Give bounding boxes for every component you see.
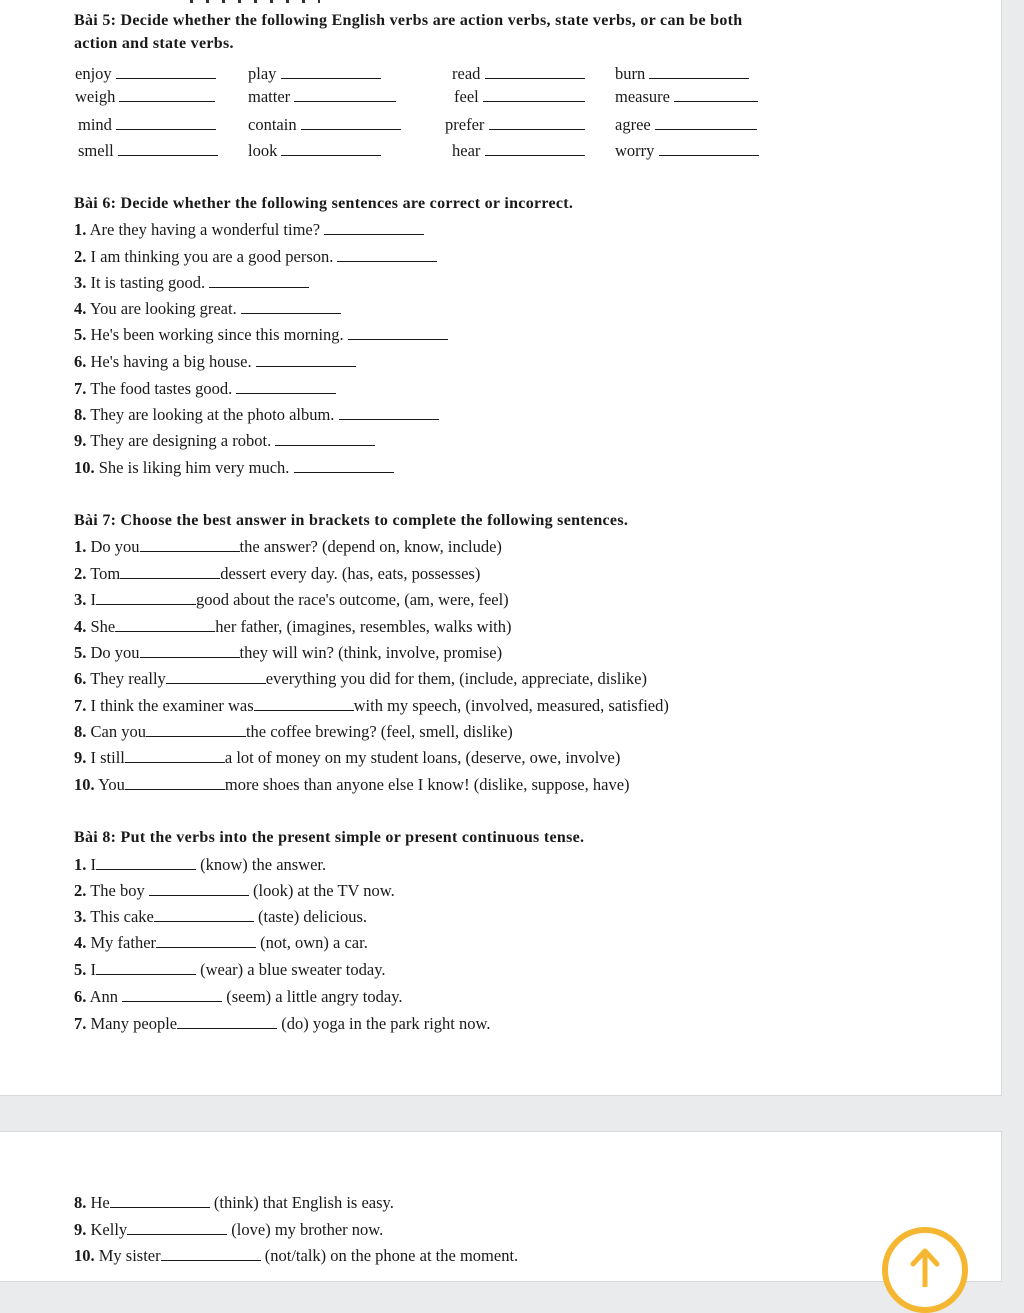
- answer-blank[interactable]: [116, 116, 216, 130]
- item-number: 9.: [74, 1220, 87, 1239]
- bai7-item: [74, 564, 480, 584]
- verb-cell: [78, 115, 216, 135]
- verb-label: measure: [615, 87, 670, 106]
- verb-cell: [615, 87, 758, 107]
- answer-blank[interactable]: [110, 1194, 210, 1208]
- item-text: It is tasting good.: [90, 273, 206, 292]
- item-number: 5.: [74, 960, 87, 979]
- item-text: They are designing a robot.: [90, 431, 272, 450]
- answer-blank[interactable]: [294, 88, 396, 102]
- item-text-after: more shoes than anyone else I know! (dislike, suppose, have): [224, 775, 630, 794]
- answer-blank[interactable]: [161, 1247, 261, 1261]
- bai8-item: [74, 1220, 383, 1240]
- bai6-item: [74, 273, 309, 293]
- bai7-item: [74, 722, 513, 742]
- verb-label: hear: [452, 141, 481, 160]
- item-number: 9.: [74, 431, 87, 450]
- item-subject: Many people: [90, 1014, 178, 1033]
- item-subject: I: [90, 855, 96, 874]
- bai5-title-cont: action and state verbs.: [74, 35, 234, 52]
- item-text-after: everything you did for them, (include, appreciate, dislike): [265, 669, 648, 688]
- item-number: 1.: [74, 855, 87, 874]
- verb-cell: [248, 115, 401, 135]
- bai6-item: [74, 247, 437, 267]
- scroll-to-top-button[interactable]: [882, 1227, 968, 1313]
- item-text-before: You: [98, 775, 125, 794]
- bai6-item: [74, 431, 375, 451]
- answer-blank[interactable]: [116, 65, 216, 79]
- item-number: 7.: [74, 379, 87, 398]
- bai6-item: [74, 379, 336, 399]
- item-number: 7.: [74, 1014, 87, 1033]
- item-number: 2.: [74, 881, 87, 900]
- answer-blank[interactable]: [154, 908, 254, 922]
- item-text: He's been working since this morning.: [90, 325, 344, 344]
- worksheet-page-2: [0, 1131, 1002, 1282]
- item-number: 10.: [74, 458, 95, 477]
- verb-cell: [75, 64, 216, 84]
- item-text-before: I: [90, 590, 96, 609]
- item-number: 5.: [74, 325, 87, 344]
- verb-label: feel: [454, 87, 479, 106]
- item-text-before: Tom: [90, 564, 121, 583]
- item-text-before: She: [90, 617, 116, 636]
- answer-blank[interactable]: [140, 538, 240, 552]
- verb-label: matter: [248, 87, 291, 106]
- answer-blank[interactable]: [125, 776, 225, 790]
- item-number: 2.: [74, 247, 87, 266]
- item-text-after: dessert every day. (has, eats, possesses): [220, 564, 481, 583]
- item-text-before: I still: [90, 748, 125, 767]
- verb-cell: [615, 115, 757, 135]
- item-text-after: they will win? (think, involve, promise): [239, 643, 503, 662]
- bai8-item: [74, 960, 386, 980]
- bai7-item: [74, 669, 647, 689]
- verb-cell: [452, 64, 585, 84]
- bai7-item: [74, 590, 509, 610]
- item-number: 1.: [74, 537, 87, 556]
- bai6-title: Bài 6: Decide whether the following sentences are correct or incorrect.: [74, 195, 574, 212]
- item-number: 4.: [74, 299, 87, 318]
- answer-blank[interactable]: [140, 644, 240, 658]
- item-text-after: the answer? (depend on, know, include): [239, 537, 502, 556]
- bai7-item: [74, 748, 620, 768]
- bai8-item: [74, 907, 367, 927]
- verb-label: agree: [615, 115, 651, 134]
- bai7-item: [74, 643, 502, 663]
- arrow-up-icon: [910, 1247, 940, 1287]
- item-text-after: (think) that English is easy.: [213, 1193, 394, 1212]
- verb-cell: [248, 141, 381, 161]
- verb-label: mind: [78, 115, 112, 134]
- item-number: 9.: [74, 748, 87, 767]
- answer-blank[interactable]: [236, 380, 336, 394]
- item-text-after: (love) my brother now.: [231, 1220, 384, 1239]
- verb-label: look: [248, 141, 278, 160]
- answer-blank[interactable]: [177, 1015, 277, 1029]
- answer-blank[interactable]: [485, 142, 585, 156]
- item-number: 8.: [74, 722, 87, 741]
- item-number: 2.: [74, 564, 87, 583]
- answer-blank[interactable]: [659, 142, 759, 156]
- answer-blank[interactable]: [294, 459, 394, 473]
- item-number: 10.: [74, 1246, 95, 1265]
- item-text-before: Do you: [90, 643, 140, 662]
- item-text-after: (know) the answer.: [200, 855, 327, 874]
- answer-blank[interactable]: [149, 882, 249, 896]
- answer-blank[interactable]: [489, 116, 585, 130]
- item-subject: I: [90, 960, 96, 979]
- item-text: He's having a big house.: [90, 352, 252, 371]
- verb-label: worry: [615, 141, 655, 160]
- item-number: 8.: [74, 1193, 87, 1212]
- answer-blank[interactable]: [209, 274, 309, 288]
- bai8-item: [74, 933, 368, 953]
- answer-blank[interactable]: [301, 116, 401, 130]
- answer-blank[interactable]: [339, 406, 439, 420]
- item-subject: This cake: [90, 907, 154, 926]
- answer-blank[interactable]: [324, 221, 424, 235]
- item-number: 4.: [74, 933, 87, 952]
- answer-blank[interactable]: [485, 65, 585, 79]
- bai6-item: [74, 352, 356, 372]
- item-number: 6.: [74, 987, 87, 1006]
- answer-blank[interactable]: [96, 961, 196, 975]
- bai7-item: [74, 537, 502, 557]
- item-number: 8.: [74, 405, 87, 424]
- answer-blank[interactable]: [337, 248, 437, 262]
- bai5-title: Bài 5: Decide whether the following English verbs are action verbs, state verbs, or can be both: [74, 12, 743, 29]
- bai8-item: [74, 987, 403, 1007]
- item-text-after: (seem) a little angry today.: [226, 987, 403, 1006]
- verb-cell: [454, 87, 585, 107]
- verb-label: prefer: [445, 115, 485, 134]
- item-number: 6.: [74, 352, 87, 371]
- answer-blank[interactable]: [166, 670, 266, 684]
- item-text-after: with my speech, (involved, measured, satisfied): [353, 696, 669, 715]
- answer-blank[interactable]: [125, 749, 225, 763]
- item-text-after: the coffee brewing? (feel, smell, dislike): [245, 722, 513, 741]
- item-text-after: her father, (imagines, resembles, walks with): [215, 617, 512, 636]
- item-text: She is liking him very much.: [98, 458, 290, 477]
- bai7-item: [74, 696, 669, 716]
- verb-label: play: [248, 64, 277, 83]
- bai6-item: [74, 299, 341, 319]
- top-edge-marks: [190, 0, 320, 3]
- item-number: 3.: [74, 273, 87, 292]
- item-number: 3.: [74, 590, 87, 609]
- item-text-before: Can you: [90, 722, 146, 741]
- item-subject: The boy: [90, 881, 145, 900]
- answer-blank[interactable]: [96, 591, 196, 605]
- item-text: They are looking at the photo album.: [90, 405, 335, 424]
- bai6-item: [74, 325, 448, 345]
- answer-blank[interactable]: [241, 300, 341, 314]
- answer-blank[interactable]: [118, 142, 218, 156]
- item-text-after: (look) at the TV now.: [252, 881, 395, 900]
- verb-cell: [615, 141, 759, 161]
- answer-blank[interactable]: [120, 565, 220, 579]
- item-number: 3.: [74, 907, 87, 926]
- item-subject: My sister: [98, 1246, 161, 1265]
- item-text: Are they having a wonderful time?: [89, 220, 321, 239]
- answer-blank[interactable]: [674, 88, 758, 102]
- item-text-after: (wear) a blue sweater today.: [200, 960, 386, 979]
- item-text: The food tastes good.: [90, 379, 233, 398]
- bai6-item: [74, 220, 424, 240]
- answer-blank[interactable]: [146, 723, 246, 737]
- verb-cell: [452, 141, 585, 161]
- verb-label: enjoy: [75, 64, 112, 83]
- bai7-title: Bài 7: Choose the best answer in brackets to complete the following sentences.: [74, 512, 629, 529]
- verb-cell: [615, 64, 749, 84]
- answer-blank[interactable]: [156, 934, 256, 948]
- verb-cell: [75, 87, 215, 107]
- item-number: 6.: [74, 669, 87, 688]
- bai8-item: [74, 1193, 394, 1213]
- item-subject: Ann: [89, 987, 119, 1006]
- verb-cell: [78, 141, 218, 161]
- answer-blank[interactable]: [256, 353, 356, 367]
- verb-cell: [445, 115, 585, 135]
- answer-blank[interactable]: [122, 988, 222, 1002]
- item-text-before: I think the examiner was: [90, 696, 254, 715]
- answer-blank[interactable]: [115, 618, 215, 632]
- item-text-after: (taste) delicious.: [258, 907, 368, 926]
- bai8-item: [74, 855, 326, 875]
- verb-label: read: [452, 64, 481, 83]
- item-number: 1.: [74, 220, 87, 239]
- answer-blank[interactable]: [655, 116, 757, 130]
- bai8-item: [74, 881, 395, 901]
- item-number: 4.: [74, 617, 87, 636]
- verb-label: smell: [78, 141, 114, 160]
- item-number: 5.: [74, 643, 87, 662]
- item-text-after: (not, own) a car.: [260, 933, 368, 952]
- item-text: You are looking great.: [89, 299, 237, 318]
- bai6-item: [74, 458, 394, 478]
- item-text-after: (not/talk) on the phone at the moment.: [264, 1246, 519, 1265]
- item-number: 7.: [74, 696, 87, 715]
- item-number: 10.: [74, 775, 95, 794]
- bai7-item: [74, 617, 512, 637]
- bai8-item: [74, 1246, 518, 1266]
- item-text-before: Do you: [90, 537, 140, 556]
- answer-blank[interactable]: [254, 697, 354, 711]
- answer-blank[interactable]: [348, 326, 448, 340]
- answer-blank[interactable]: [127, 1221, 227, 1235]
- item-subject: Kelly: [90, 1220, 128, 1239]
- bai6-item: [74, 405, 439, 425]
- answer-blank[interactable]: [119, 88, 215, 102]
- item-text-after: a lot of money on my student loans, (deserve, owe, involve): [224, 748, 621, 767]
- verb-label: burn: [615, 64, 646, 83]
- item-text-after: (do) yoga in the park right now.: [281, 1014, 491, 1033]
- item-text-before: They really: [90, 669, 166, 688]
- item-subject: My father: [90, 933, 157, 952]
- bai8-title: Bài 8: Put the verbs into the present simple or present continuous tense.: [74, 829, 585, 846]
- verb-cell: [248, 87, 396, 107]
- answer-blank[interactable]: [281, 142, 381, 156]
- bai7-item: [74, 775, 630, 795]
- item-text-after: good about the race's outcome, (am, were, feel): [196, 590, 509, 609]
- verb-label: contain: [248, 115, 297, 134]
- answer-blank[interactable]: [649, 65, 749, 79]
- answer-blank[interactable]: [275, 432, 375, 446]
- verb-label: weigh: [75, 87, 116, 106]
- item-subject: He: [90, 1193, 110, 1212]
- verb-cell: [248, 64, 381, 84]
- item-text: I am thinking you are a good person.: [90, 247, 334, 266]
- answer-blank[interactable]: [96, 856, 196, 870]
- bai8-item: [74, 1014, 491, 1034]
- answer-blank[interactable]: [281, 65, 381, 79]
- answer-blank[interactable]: [483, 88, 585, 102]
